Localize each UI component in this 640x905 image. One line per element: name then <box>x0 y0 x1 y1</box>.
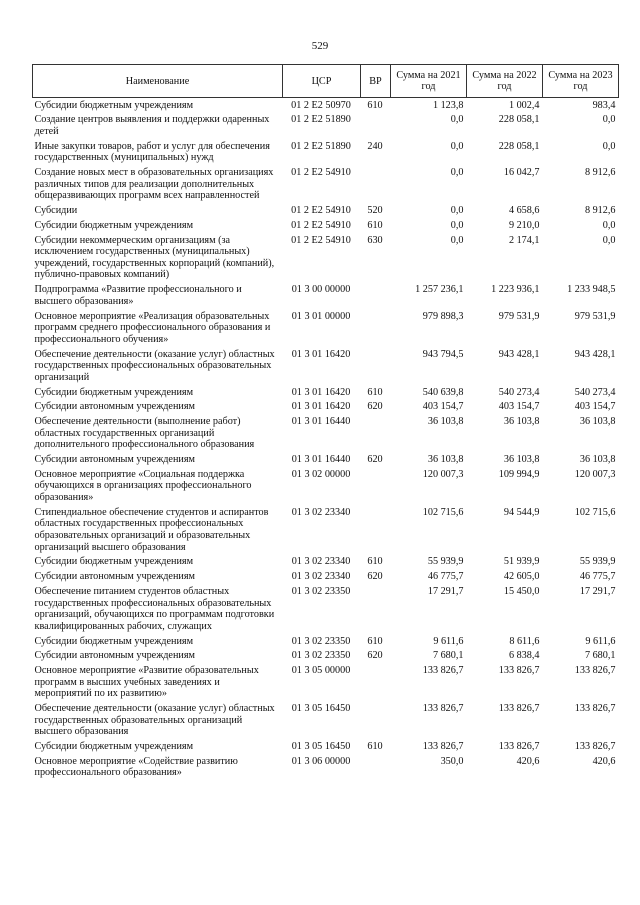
row-sum-2022: 36 103,8 <box>503 454 540 466</box>
row-vr <box>361 415 391 453</box>
row-sum-2023: 979 531,9 <box>574 310 616 322</box>
row-sum-2022: 133 826,7 <box>498 703 540 715</box>
table-row <box>33 385 619 400</box>
row-name: Субсидии <box>34 205 78 217</box>
row-csr: 01 3 01 16440 <box>291 416 351 428</box>
row-name: Основное мероприятие «Социальная поддержка обучающихся в организациях профессионального образования» <box>34 468 252 504</box>
row-sum-2022: 9 210,0 <box>508 219 540 231</box>
row-csr: 01 3 02 00000 <box>291 468 351 480</box>
row-csr: 01 2 E2 54910 <box>291 167 351 179</box>
row-name: Субсидии некоммерческим организациям (за исключением государственных (муниципальных) учреждений, государственных корпораций (компаний), публично-правовых компаний) <box>34 234 275 281</box>
row-sum-2022: 133 826,7 <box>498 741 540 752</box>
row-sum-2022: 943 428,1 <box>498 348 540 360</box>
row-sum-2022: 94 544,9 <box>503 506 540 518</box>
row-csr: 01 3 02 23340 <box>291 571 351 583</box>
row-vr: 610 <box>367 99 383 111</box>
row-sum-2021: 46 775,7 <box>427 571 464 583</box>
table-row <box>33 204 619 219</box>
table-row <box>33 754 619 780</box>
table-row <box>33 570 619 585</box>
row-vr: 630 <box>367 234 383 246</box>
row-csr: 01 2 E2 54910 <box>291 219 351 231</box>
row-sum-2023: 403 154,7 <box>574 401 616 413</box>
row-sum-2022: 1 002,4 <box>508 99 540 111</box>
row-csr: 01 3 06 00000 <box>291 755 351 767</box>
row-name: Субсидии автономным учреждениям <box>34 401 195 413</box>
row-sum-2023: 983,4 <box>592 99 616 111</box>
table-row <box>33 649 619 664</box>
row-vr <box>361 166 391 204</box>
row-csr: 01 3 01 16420 <box>291 386 351 398</box>
row-sum-2023: 133 826,7 <box>574 703 616 715</box>
row-name: Основное мероприятие «Развитие образовательных программ в высших учебных заведениях и мероприятий по их развитию» <box>34 665 259 700</box>
row-csr: 01 3 00 00000 <box>291 284 351 296</box>
page-number: 529 <box>311 40 329 52</box>
row-sum-2023: 120 007,3 <box>574 468 616 480</box>
row-csr: 01 3 05 16450 <box>291 703 351 715</box>
row-sum-2022: 6 838,4 <box>508 650 540 662</box>
row-csr: 01 3 02 23350 <box>291 585 351 597</box>
row-csr: 01 3 02 23340 <box>291 506 351 518</box>
header-csr: ЦСР <box>283 65 361 98</box>
table-header-row <box>33 65 619 98</box>
row-vr <box>361 701 391 739</box>
row-sum-2021: 0,0 <box>450 205 464 217</box>
row-vr <box>361 467 391 505</box>
row-sum-2021: 0,0 <box>450 167 464 179</box>
header-sum-2023: Сумма на 2023 год <box>543 65 619 98</box>
row-vr <box>361 113 391 139</box>
row-name: Иные закупки товаров, работ и услуг для обеспечения государственных (муниципальных) нужд <box>34 140 270 164</box>
row-vr <box>361 663 391 701</box>
header-vr: ВР <box>361 65 391 98</box>
row-vr: 620 <box>367 401 383 413</box>
row-sum-2021: 9 611,6 <box>433 635 464 647</box>
row-csr: 01 3 01 16420 <box>291 348 351 360</box>
row-sum-2023: 102 715,6 <box>574 506 616 518</box>
header-sum-2022: Сумма на 2022 год <box>467 65 543 98</box>
row-sum-2022: 42 605,0 <box>503 571 540 583</box>
row-sum-2021: 1 257 236,1 <box>415 284 464 296</box>
row-sum-2022: 228 058,1 <box>498 114 540 126</box>
table-row <box>33 467 619 505</box>
row-sum-2021: 403 154,7 <box>422 401 464 413</box>
row-vr <box>361 309 391 347</box>
table-row <box>33 113 619 139</box>
row-name: Субсидии бюджетным учреждениям <box>34 386 194 398</box>
row-sum-2023: 1 233 948,5 <box>567 284 616 296</box>
table-row <box>33 739 619 754</box>
row-sum-2023: 7 680,1 <box>584 650 616 662</box>
header-sum-2021: Сумма на 2021 год <box>391 65 467 98</box>
row-vr: 240 <box>367 140 383 152</box>
row-name: Основное мероприятие «Содействие развитию профессионального образования» <box>34 755 238 779</box>
row-csr: 01 2 E2 51890 <box>291 140 351 152</box>
row-sum-2021: 0,0 <box>450 219 464 231</box>
row-sum-2021: 7 680,1 <box>432 650 464 662</box>
row-sum-2023: 9 611,6 <box>585 635 616 647</box>
row-name: Основное мероприятие «Реализация образовательных программ среднего профессионального образования и профессионального обучения» <box>34 310 271 345</box>
row-sum-2022: 420,6 <box>516 755 540 767</box>
row-name: Субсидии автономным учреждениям <box>34 454 195 466</box>
table-row <box>33 218 619 233</box>
row-sum-2023: 17 291,7 <box>579 585 616 597</box>
table-row <box>33 415 619 453</box>
row-csr: 01 3 05 16450 <box>291 741 351 752</box>
row-vr <box>361 584 391 634</box>
row-sum-2022: 133 826,7 <box>498 665 540 677</box>
table-row <box>33 505 619 555</box>
row-sum-2021: 120 007,3 <box>422 468 464 480</box>
row-sum-2023: 36 103,8 <box>579 454 616 466</box>
row-vr: 610 <box>367 556 383 568</box>
row-vr: 520 <box>367 205 383 217</box>
row-sum-2023: 46 775,7 <box>579 571 616 583</box>
row-sum-2022: 16 042,7 <box>503 167 540 179</box>
row-sum-2022: 228 058,1 <box>498 140 540 152</box>
table-row <box>33 98 619 113</box>
row-sum-2023: 0,0 <box>602 140 616 152</box>
row-vr: 620 <box>367 454 383 466</box>
row-csr: 01 2 E2 50970 <box>291 99 351 111</box>
row-name: Субсидии бюджетным учреждениям <box>34 219 194 231</box>
table-row <box>33 584 619 634</box>
row-sum-2021: 17 291,7 <box>427 585 464 597</box>
row-sum-2023: 133 826,7 <box>574 665 616 677</box>
row-csr: 01 2 E2 51890 <box>291 114 351 126</box>
row-vr: 610 <box>367 386 383 398</box>
row-name: Создание новых мест в образовательных организациях различных типов для реализации дополнительных общеразвивающих программ всех направленностей <box>34 167 274 202</box>
row-sum-2023: 133 826,7 <box>574 741 616 752</box>
row-sum-2023: 540 273,4 <box>574 386 616 398</box>
row-sum-2021: 0,0 <box>450 140 464 152</box>
row-csr: 01 2 E2 54910 <box>291 205 351 217</box>
row-sum-2022: 979 531,9 <box>498 310 540 322</box>
row-sum-2021: 102 715,6 <box>422 506 464 518</box>
row-csr: 01 3 02 23350 <box>291 635 351 647</box>
row-name: Субсидии бюджетным учреждениям <box>34 741 194 752</box>
row-sum-2021: 133 826,7 <box>422 703 464 715</box>
row-sum-2022: 540 273,4 <box>498 386 540 398</box>
row-vr: 620 <box>367 571 383 583</box>
row-vr: 610 <box>367 741 383 752</box>
row-sum-2022: 15 450,0 <box>503 585 540 597</box>
row-name: Субсидии бюджетным учреждениям <box>34 99 194 111</box>
row-name: Подпрограмма «Развитие профессионального и высшего образования» <box>34 284 242 307</box>
row-sum-2021: 979 898,3 <box>422 310 464 322</box>
row-csr: 01 3 01 00000 <box>291 310 351 322</box>
row-sum-2023: 8 912,6 <box>584 205 616 217</box>
table-row <box>33 663 619 701</box>
table-row <box>33 139 619 165</box>
row-sum-2023: 0,0 <box>602 234 616 246</box>
row-sum-2021: 0,0 <box>450 234 464 246</box>
row-sum-2023: 8 912,6 <box>584 167 616 179</box>
row-sum-2022: 51 939,9 <box>503 556 540 568</box>
row-sum-2021: 133 826,7 <box>422 665 464 677</box>
table-row <box>33 400 619 415</box>
table-row <box>33 309 619 347</box>
row-vr <box>361 283 391 309</box>
table-row <box>33 347 619 385</box>
row-csr: 01 3 01 16440 <box>291 454 351 466</box>
row-name: Субсидии бюджетным учреждениям <box>34 556 194 568</box>
row-name: Субсидии бюджетным учреждениям <box>34 635 194 647</box>
row-name: Создание центров выявления и поддержки одаренных детей <box>34 114 270 137</box>
row-sum-2021: 36 103,8 <box>427 416 464 428</box>
table-row <box>33 634 619 649</box>
row-sum-2021: 350,0 <box>440 755 464 767</box>
budget-table <box>32 64 619 781</box>
row-sum-2021: 1 123,8 <box>432 99 464 111</box>
row-vr: 620 <box>367 650 383 662</box>
row-name: Обеспечение деятельности (оказание услуг) областных государственных образовательных организаций высшего образования <box>34 703 275 738</box>
row-name: Субсидии автономным учреждениям <box>34 571 195 583</box>
table-row <box>33 233 619 283</box>
row-name: Обеспечение деятельности (оказание услуг) областных государственных профессиональных образовательных организаций <box>34 348 275 383</box>
row-sum-2023: 36 103,8 <box>579 416 616 428</box>
row-name: Обеспечение питанием студентов областных государственных профессиональных образовательных организаций, обучающихся по программам подготовки квалифицированных рабочих, служащих <box>34 585 275 632</box>
table-row <box>33 166 619 204</box>
row-sum-2023: 943 428,1 <box>574 348 616 360</box>
row-sum-2022: 36 103,8 <box>503 416 540 428</box>
row-sum-2023: 0,0 <box>602 219 616 231</box>
row-vr <box>361 505 391 555</box>
row-sum-2023: 55 939,9 <box>579 556 616 568</box>
row-vr <box>361 347 391 385</box>
row-sum-2022: 1 223 936,1 <box>491 284 540 296</box>
row-sum-2021: 943 794,5 <box>422 348 464 360</box>
table-row <box>33 701 619 739</box>
row-name: Обеспечение деятельности (выполнение работ) областных государственных организаций дополнительного профессионального образования <box>34 416 255 451</box>
row-csr: 01 3 01 16420 <box>291 401 351 413</box>
row-sum-2021: 36 103,8 <box>427 454 464 466</box>
row-csr: 01 3 02 23350 <box>291 650 351 662</box>
table-row <box>33 283 619 309</box>
row-csr: 01 3 02 23340 <box>291 556 351 568</box>
table-row <box>33 555 619 570</box>
row-sum-2022: 4 658,6 <box>508 205 540 217</box>
row-sum-2023: 420,6 <box>592 755 616 767</box>
row-vr: 610 <box>367 219 383 231</box>
row-csr: 01 3 05 00000 <box>291 665 351 677</box>
row-name: Субсидии автономным учреждениям <box>34 650 195 662</box>
row-sum-2022: 403 154,7 <box>498 401 540 413</box>
row-sum-2022: 8 611,6 <box>509 635 540 647</box>
row-name: Стипендиальное обеспечение студентов и аспирантов областных государственных профессиональных образовательных организаций и образовательных организаций высшего образования <box>34 506 269 553</box>
row-sum-2021: 0,0 <box>450 114 464 126</box>
row-sum-2021: 55 939,9 <box>427 556 464 568</box>
row-csr: 01 2 E2 54910 <box>291 234 351 246</box>
row-vr <box>361 754 391 780</box>
table-row <box>33 452 619 467</box>
table-body <box>33 98 619 781</box>
row-sum-2021: 133 826,7 <box>422 741 464 752</box>
row-sum-2022: 109 994,9 <box>498 468 540 480</box>
row-vr: 610 <box>367 635 383 647</box>
header-name: Наименование <box>33 65 283 98</box>
row-sum-2022: 2 174,1 <box>508 234 540 246</box>
row-sum-2023: 0,0 <box>602 114 616 126</box>
row-sum-2021: 540 639,8 <box>422 386 464 398</box>
